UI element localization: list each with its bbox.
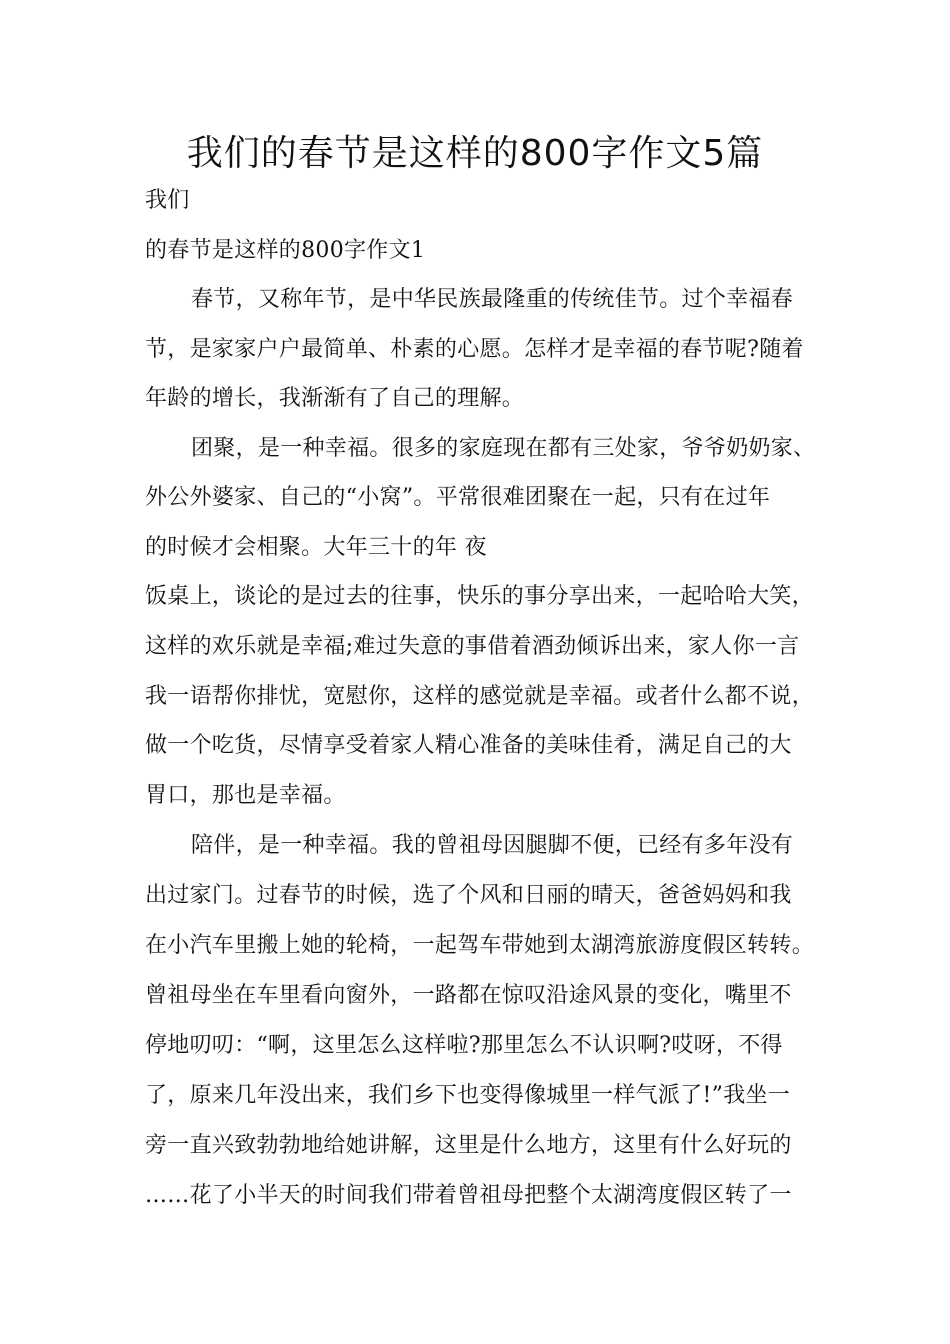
text-line: 外公外婆家、自己的“小窝”。平常很难团聚在一起，只有在过年 — [145, 485, 771, 510]
document-title: 我们的春节是这样的800字作文5篇 — [186, 133, 764, 174]
text-line: 节，是家家户户最简单、朴素的心愿。怎样才是幸福的春节呢?随着 — [145, 337, 804, 362]
text-line: 我一语帮你排忧，宽慰你，这样的感觉就是幸福。或者什么都不说， — [145, 684, 815, 709]
text-line: 停地叨叨：“啊，这里怎么这样啦?那里怎么不认识啊?哎呀，不得 — [145, 1033, 783, 1058]
text-line: 的时候才会相聚。大年三十的年 夜 — [145, 535, 487, 560]
text-line: 在小汽车里搬上她的轮椅，一起驾车带她到太湖湾旅游度假区转转。 — [145, 933, 815, 958]
text-line: 曾祖母坐在车里看向窗外，一路都在惊叹沿途风景的变化，嘴里不 — [145, 983, 792, 1008]
text-line: 胃口，那也是幸福。 — [145, 783, 346, 808]
text-line: 旁一直兴致勃勃地给她讲解，这里是什么地方，这里有什么好玩的 — [145, 1133, 792, 1158]
text-line: 出过家门。过春节的时候，选了个风和日丽的晴天，爸爸妈妈和我 — [145, 883, 792, 908]
text-line: 我们 — [145, 188, 190, 213]
paragraph-first-line: 团聚，是一种幸福。很多的家庭现在都有三处家，爷爷奶奶家、 — [191, 436, 816, 461]
text-line: 的春节是这样的800字作文1 — [145, 238, 426, 263]
paragraph-first-line: 陪伴，是一种幸福。我的曾祖母因腿脚不便，已经有多年没有 — [191, 833, 794, 858]
text-line: 了，原来几年没出来，我们乡下也变得像城里一样气派了!”我坐一 — [145, 1083, 791, 1108]
text-line: 这样的欢乐就是幸福;难过失意的事借着酒劲倾诉出来，家人你一言 — [145, 634, 800, 659]
text-line: 年龄的增长，我渐渐有了自己的理解。 — [145, 386, 525, 411]
text-line: 饭桌上，谈论的是过去的往事，快乐的事分享出来，一起哈哈大笑， — [145, 584, 815, 609]
text-line: 做一个吃货，尽情享受着家人精心准备的美味佳肴，满足自己的大 — [145, 733, 792, 758]
paragraph-first-line: 春节，又称年节，是中华民族最隆重的传统佳节。过个幸福春 — [191, 287, 794, 312]
text-line: ……花了小半天的时间我们带着曾祖母把整个太湖湾度假区转了一 — [145, 1183, 792, 1208]
